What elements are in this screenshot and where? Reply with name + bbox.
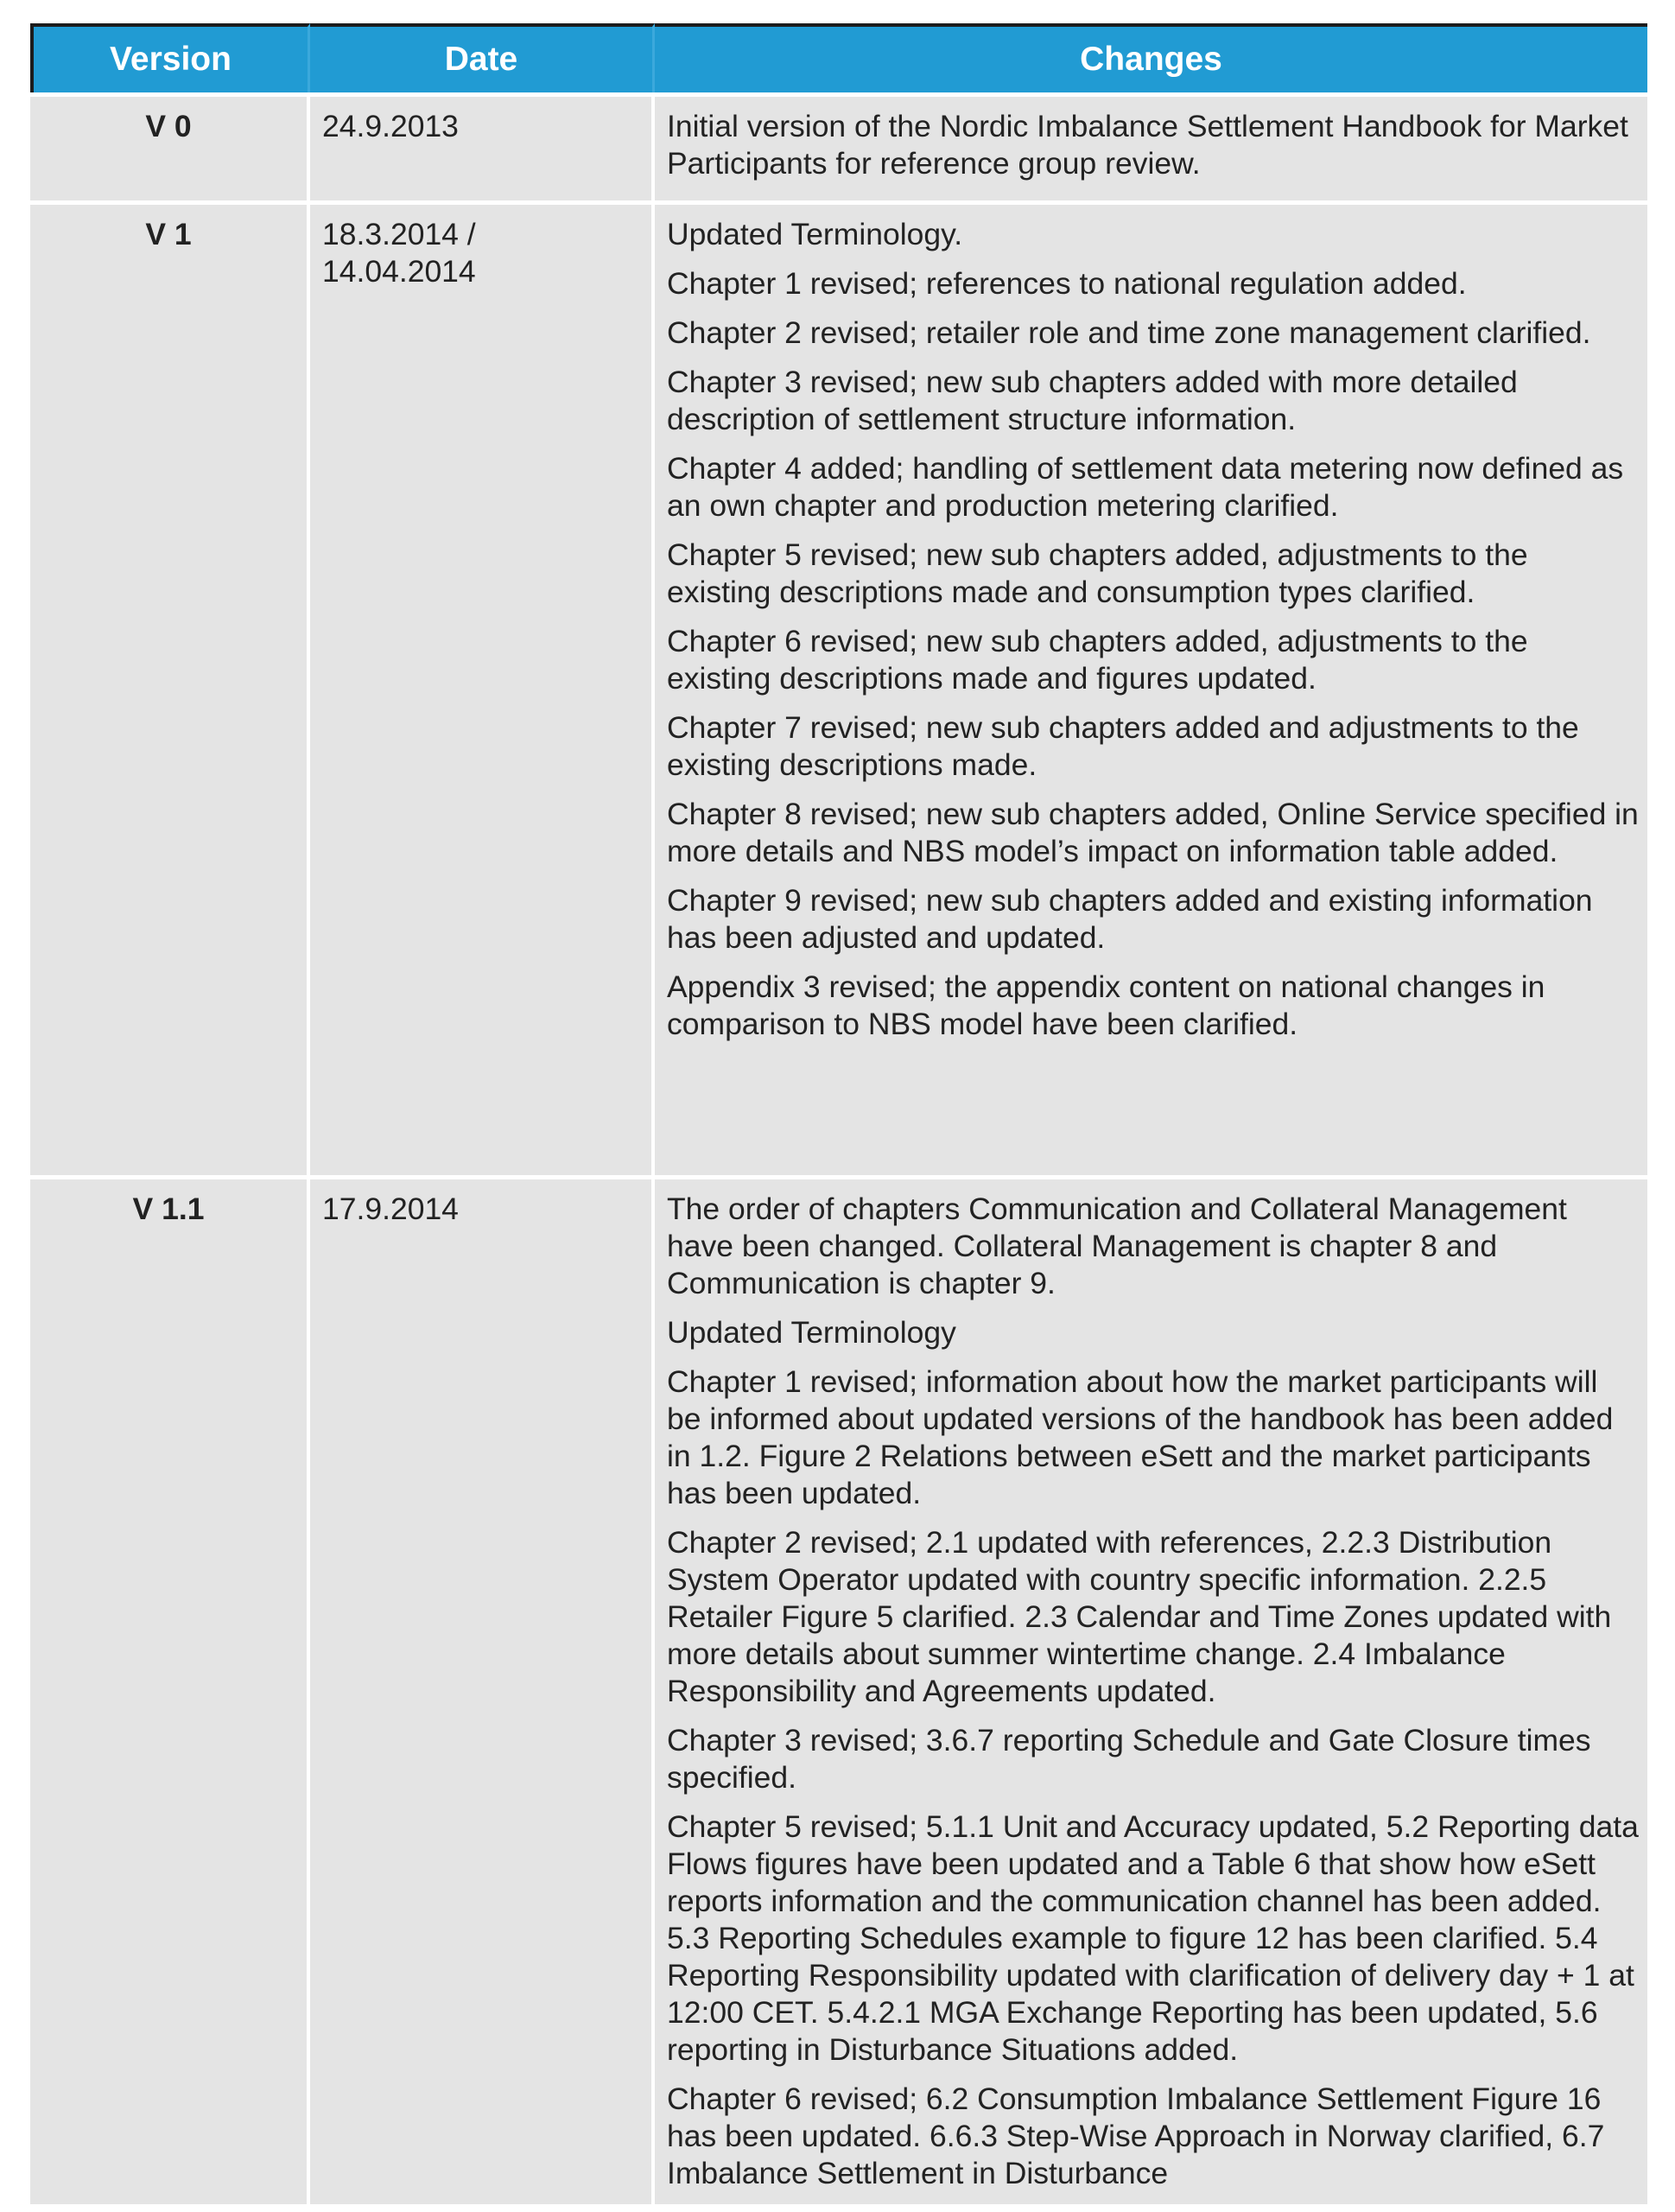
version-cell: V 1 <box>30 200 310 1175</box>
date-line: 18.3.2014 / <box>322 217 476 251</box>
revision-history-table <box>30 23 1647 2204</box>
change-entry: Chapter 3 revised; new sub chapters added with more detailed description of settlement structure information. <box>667 365 1518 436</box>
header-date: Date <box>310 23 655 92</box>
change-entry: Chapter 1 revised; references to national regulation added. <box>667 266 1467 301</box>
version-cell: V 1.1 <box>30 1175 310 2204</box>
change-entry: Chapter 4 added; handling of settlement data metering now defined as an own chapter and production metering clarified. <box>667 451 1624 523</box>
change-entry: Chapter 2 revised; retailer role and time zone management clarified. <box>667 315 1591 350</box>
version-cell: V 0 <box>30 92 310 200</box>
change-entry: Chapter 1 revised; information about how the market participants will be informed about updated versions of the handbook has been added in 1.2. Figure 2 Relations between eSett and the market participants has been updated. <box>667 1364 1614 1510</box>
change-entry: Chapter 2 revised; 2.1 updated with references, 2.2.3 Distribution System Operator updated with country specific information. 2.2.5 Retailer Figure 5 clarified. 2.3 Calendar and Time Zones updated with more details about summer wintertime change. 2.4 Imbalance Responsibility and Agreements updated. <box>667 1525 1612 1708</box>
date-line: 24.9.2013 <box>322 109 459 143</box>
date-line: 14.04.2014 <box>322 254 476 289</box>
change-entry: Chapter 6 revised; 6.2 Consumption Imbalance Settlement Figure 16 has been updated. 6.6.3 Step-Wise Approach in Norway clarified, 6.7 Imbalance Settlement in Disturbance <box>667 2082 1605 2190</box>
change-entry: Chapter 5 revised; new sub chapters added, adjustments to the existing descriptions made and consumption types clarified. <box>667 537 1528 609</box>
date-cell <box>310 1175 655 2204</box>
change-entry: Initial version of the Nordic Imbalance Settlement Handbook for Market Participants for reference group review. <box>667 109 1628 181</box>
change-entry: Appendix 3 revised; the appendix content on national changes in comparison to NBS model have been clarified. <box>667 969 1545 1041</box>
change-entry: Chapter 7 revised; new sub chapters added and adjustments to the existing descriptions made. <box>667 710 1579 782</box>
change-entry: Updated Terminology <box>667 1315 956 1350</box>
table-row <box>30 1175 1647 2204</box>
change-entry: Updated Terminology. <box>667 217 963 251</box>
table-header-row <box>30 23 1647 92</box>
change-entry: Chapter 6 revised; new sub chapters added, adjustments to the existing descriptions made and figures updated. <box>667 624 1528 696</box>
date-cell <box>310 200 655 1175</box>
date-line: 17.9.2014 <box>322 1192 459 1226</box>
revision-history-table-wrapper <box>30 23 1647 2204</box>
changes-cell <box>655 200 1647 1175</box>
change-entry: Chapter 5 revised; 5.1.1 Unit and Accuracy updated, 5.2 Reporting data Flows figures have been updated and a Table 6 that show how eSett reports information and the communication channel has been added. 5.3 Reporting Schedules example to figure 12 has been clarified. 5.4 Reporting Responsibility updated with clarification of delivery day + 1 at 12:00 CET. 5.4.2.1 MGA Exchange Reporting has been updated, 5.6 reporting in Disturbance Situations added. <box>667 1809 1639 2067</box>
header-changes: Changes <box>655 23 1647 92</box>
change-entry: Chapter 9 revised; new sub chapters added and existing information has been adjusted and updated. <box>667 883 1593 955</box>
change-entry: The order of chapters Communication and Collateral Management have been changed. Collateral Management is chapter 8 and Communication is chapter 9. <box>667 1192 1567 1300</box>
date-cell <box>310 92 655 200</box>
table-row <box>30 92 1647 200</box>
change-entry: Chapter 8 revised; new sub chapters added, Online Service specified in more details and NBS model’s impact on information table added. <box>667 797 1639 868</box>
header-version: Version <box>30 23 310 92</box>
changes-cell <box>655 1175 1647 2204</box>
changes-cell <box>655 92 1647 200</box>
change-entry: Chapter 3 revised; 3.6.7 reporting Schedule and Gate Closure times specified. <box>667 1723 1591 1795</box>
table-row <box>30 200 1647 1175</box>
